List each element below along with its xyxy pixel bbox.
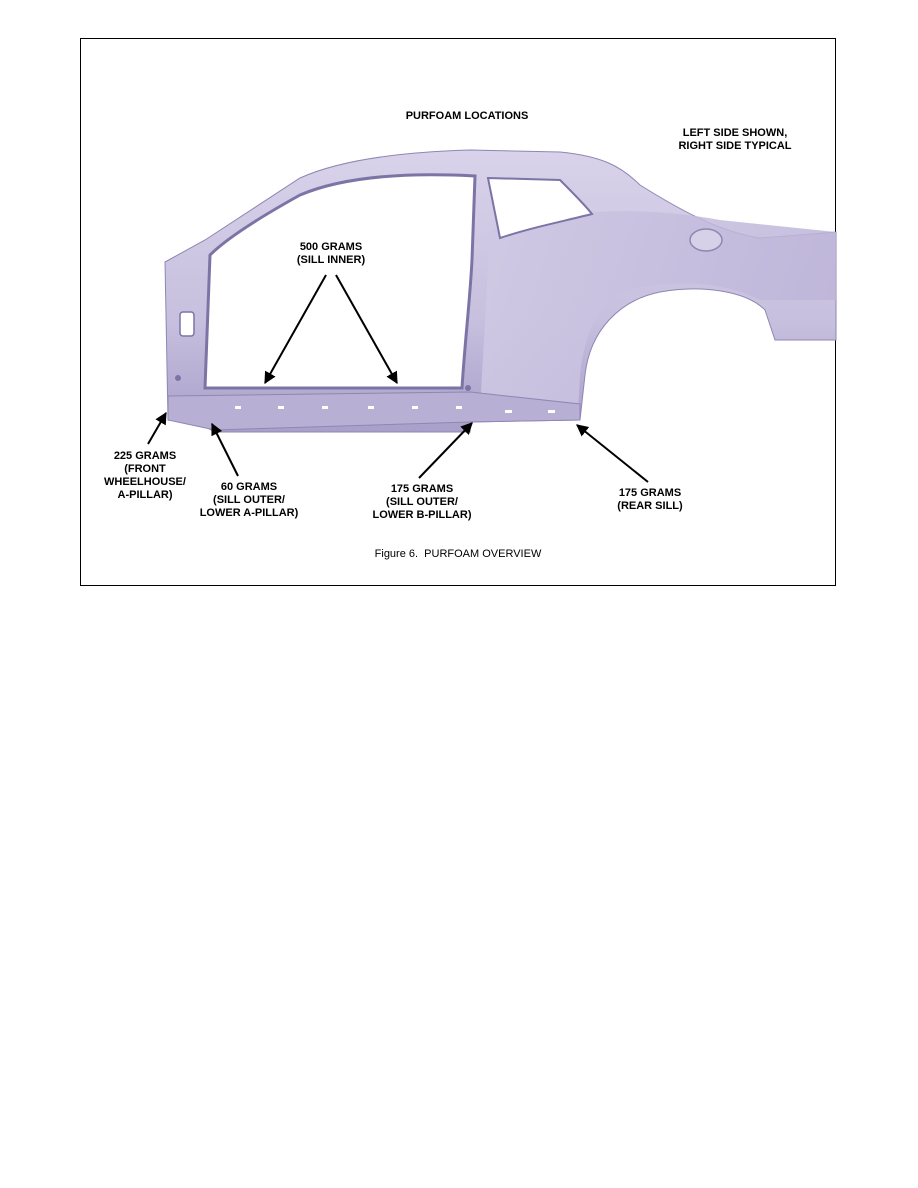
side-note-line-1: LEFT SIDE SHOWN,: [682, 127, 788, 139]
a-pillar-hole: [175, 375, 181, 381]
sill-strip: [168, 392, 580, 430]
b-pillar-hole: [465, 385, 471, 391]
callout-sill-outer-a: [200, 424, 299, 519]
body-side-panel: [165, 150, 836, 432]
callout-sill-inner-line-1: 500 GRAMS: [299, 241, 363, 253]
callout-front-wheelhouse-line-3: WHEELHOUSE/: [104, 476, 186, 488]
callout-front-wheelhouse-line-4: A-PILLAR): [117, 489, 173, 501]
leader-front-wheelhouse: [148, 413, 166, 444]
callout-sill-outer-a-line-3: LOWER A-PILLAR): [199, 507, 299, 519]
callout-rear-sill-line-2: (REAR SILL): [617, 500, 683, 512]
callout-front-wheelhouse-line-1: 225 GRAMS: [113, 450, 177, 462]
callout-sill-outer-b: [373, 423, 472, 521]
callout-rear-sill: [577, 425, 683, 512]
callout-front-wheelhouse: [104, 413, 186, 501]
callout-front-wheelhouse-line-2: (FRONT: [124, 463, 166, 475]
callout-sill-outer-a-line-2: (SILL OUTER/: [213, 494, 285, 506]
callout-sill-outer-b-line-2: (SILL OUTER/: [386, 496, 458, 508]
callout-sill-outer-b-line-1: 175 GRAMS: [390, 483, 454, 495]
fuel-door: [690, 229, 722, 251]
figure-caption: Figure 6. PURFOAM OVERVIEW: [374, 548, 542, 560]
diagram-title: PURFOAM LOCATIONS: [405, 110, 529, 122]
a-pillar-slot: [180, 312, 194, 336]
callout-sill-outer-b-line-3: LOWER B-PILLAR): [372, 509, 472, 521]
callout-rear-sill-line-1: 175 GRAMS: [618, 487, 682, 499]
side-note-line-2: RIGHT SIDE TYPICAL: [678, 140, 792, 152]
leader-rear-sill: [577, 425, 648, 482]
callout-sill-inner-line-2: (SILL INNER): [296, 254, 366, 266]
callout-sill-outer-a-line-1: 60 GRAMS: [220, 481, 278, 493]
